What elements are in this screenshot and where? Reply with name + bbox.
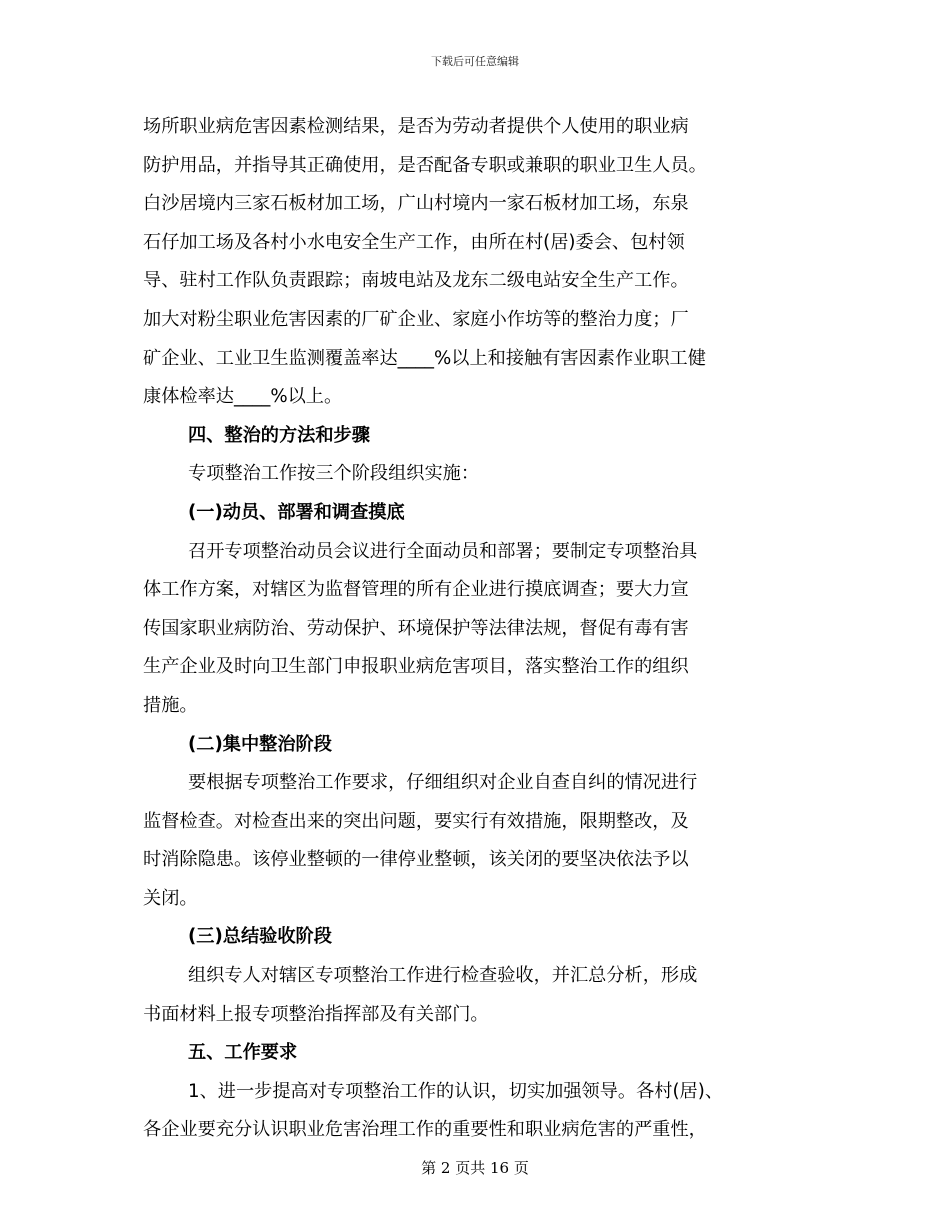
section-heading: (一)动员、部署和调查摸底 [188,501,405,523]
section-heading: 五、工作要求 [188,1042,298,1064]
paragraph-line: 传国家职业病防治、劳动保护、环境保护等法律法规，督促有毒有害 [143,617,689,639]
paragraph-line: 白沙居境内三家石板材加工场，广山村境内一家石板材加工场，东泉 [143,193,689,215]
paragraph-line: 要根据专项整治工作要求，仔细组织对企业自查自纠的情况进行 [188,772,698,794]
section-heading: 四、整治的方法和步骤 [188,424,370,446]
paragraph-line: 专项整治工作按三个阶段组织实施： [188,463,480,485]
paragraph-line: 关闭。 [143,887,198,909]
paragraph-line: 组织专人对辖区专项整治工作进行检查验收，并汇总分析，形成 [188,965,698,987]
paragraph-line: 场所职业病危害因素检测结果，是否为劳动者提供个人使用的职业病 [143,116,689,137]
paragraph-line: 石仔加工场及各村小水电安全生产工作，由所在村(居)委会、包村领 [143,231,685,253]
paragraph-line: 措施。 [143,694,198,716]
paragraph-line: 1、进一步提高对专项整治工作的认识，切实加强领导。各村(居)、 [188,1080,724,1102]
paragraph-line: 康体检率达____%以上。 [143,386,343,408]
section-heading: (三)总结验收阶段 [188,926,332,948]
section-heading: (二)集中整治阶段 [188,733,332,755]
page-footer: 第 2 页共 16 页 [421,1159,529,1177]
paragraph-line: 生产企业及时向卫生部门申报职业病危害项目，落实整治工作的组织 [143,656,689,678]
paragraph-line: 时消除隐患。该停业整顿的一律停业整顿，该关闭的要坚决依法予以 [143,849,689,871]
paragraph-line: 召开专项整治动员会议进行全面动员和部署；要制定专项整治具 [188,540,698,562]
paragraph-line: 导、驻村工作队负责跟踪；南坡电站及龙东二级电站安全生产工作。 [143,270,689,292]
paragraph-line: 加大对粉尘职业危害因素的厂矿企业、家庭小作坊等的整治力度；厂 [143,308,689,330]
paragraph-line: 防护用品，并指导其正确使用，是否配备专职或兼职的职业卫生人员。 [143,154,707,176]
paragraph-line: 矿企业、工业卫生监测覆盖率达____%以上和接触有害因素作业职工健 [143,347,706,369]
page-header: 下载后可任意编辑 [431,55,519,68]
paragraph-line: 监督检查。对检查出来的突出问题，要实行有效措施，限期整改，及 [143,810,689,832]
paragraph-line: 书面材料上报专项整治指挥部及有关部门。 [143,1003,489,1025]
paragraph-line: 各企业要充分认识职业危害治理工作的重要性和职业病危害的严重性， [143,1119,707,1141]
paragraph-line: 体工作方案，对辖区为监督管理的所有企业进行摸底调查；要大力宣 [143,579,689,601]
document-body [143,108,808,1150]
